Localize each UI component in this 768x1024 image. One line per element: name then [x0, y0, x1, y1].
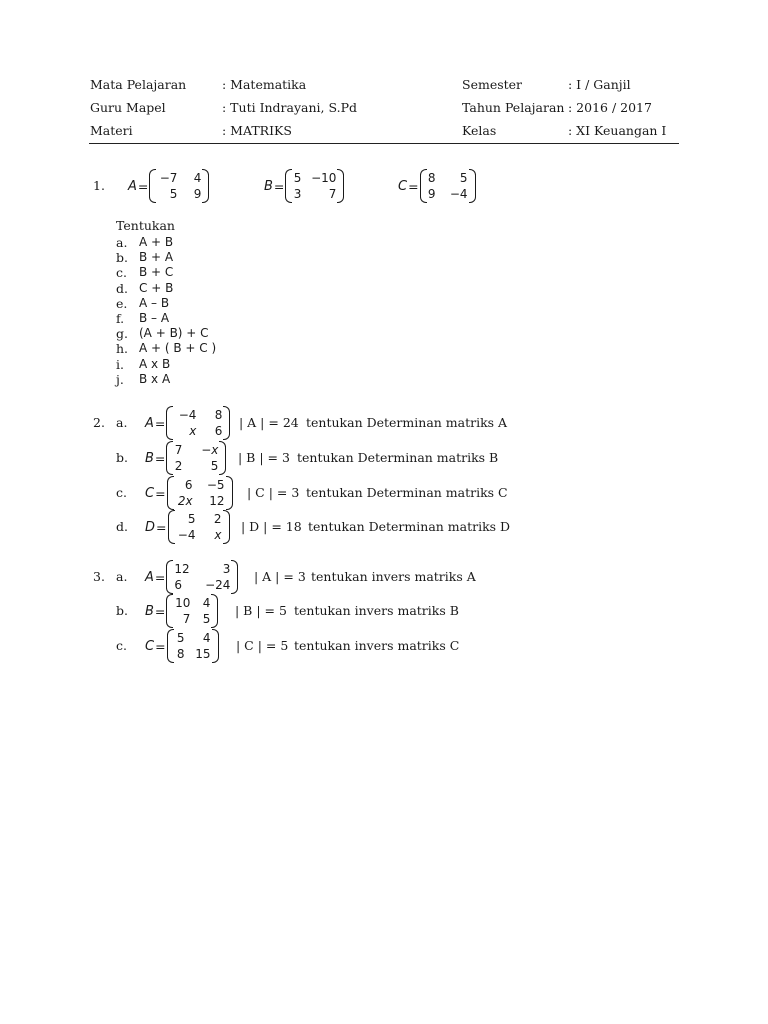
q3c-key: c.: [116, 638, 127, 653]
q2b-task: tentukan Determinan matriks B: [297, 450, 499, 465]
header-divider: [89, 143, 679, 144]
matrix-cell: 12: [174, 562, 190, 576]
item-text: A + B: [139, 235, 174, 249]
q3a-key: a.: [116, 569, 128, 584]
question-2-number: 2.: [93, 415, 105, 430]
matrix-cell: x: [214, 528, 222, 542]
matrix-cell: 8: [427, 171, 436, 185]
equals-sign: =: [273, 178, 285, 194]
equals-sign: =: [154, 450, 166, 466]
matrix-cell: 2x: [177, 494, 193, 508]
q3b-matrix: [145, 591, 218, 631]
matrix-cell: 12: [209, 494, 225, 508]
matrix-cell: −4: [178, 408, 197, 422]
matrix-cells: [428, 168, 468, 205]
q2d-task: tentukan Determinan matriks D: [308, 519, 511, 534]
matrix-cell: 8: [176, 647, 185, 661]
value-material: : MATRIKS: [222, 123, 292, 138]
matrix-cell: 8: [214, 408, 223, 422]
matrix-cells: [157, 168, 201, 205]
header-row-subject: [90, 77, 680, 95]
value-semester: : I / Ganjil: [568, 77, 631, 92]
item-text: A – B: [139, 295, 170, 310]
q2a-matrix: [145, 403, 230, 443]
matrix-cells: [293, 168, 336, 205]
matrix-cell: 2: [174, 459, 183, 473]
label-teacher: Guru Mapel: [90, 100, 166, 115]
equals-sign: =: [154, 569, 166, 585]
matrix-cell: 10: [175, 596, 191, 610]
matrix-name: A: [145, 569, 154, 585]
equals-sign: =: [408, 178, 419, 194]
q2a-determinant: | A | = 24: [239, 415, 299, 430]
q2a-task: tentukan Determinan matriks A: [306, 415, 508, 430]
q2b-matrix: [145, 438, 226, 478]
item-text: C + B: [139, 280, 174, 295]
q2d-matrix: [145, 507, 230, 547]
q3a-task: tentukan invers matriks A: [311, 569, 476, 584]
matrix-cell: 7: [174, 443, 183, 457]
item-key: i.: [116, 356, 124, 372]
item-text: A x B: [139, 356, 171, 371]
q2d-determinant: | D | = 18: [241, 519, 302, 534]
item-key: a.: [116, 235, 128, 250]
matrix-cell: 7: [328, 187, 337, 201]
matrix-cells: [176, 509, 222, 546]
q1-matrix-a: [128, 166, 209, 206]
matrix-cell: 15: [195, 647, 211, 661]
equals-sign: =: [155, 638, 166, 654]
matrix-cell: 6: [214, 424, 223, 438]
matrix-cell: 2: [213, 512, 222, 526]
value-year: : 2016 / 2017: [568, 100, 652, 115]
equals-sign: =: [155, 485, 166, 501]
item-text: A + ( B + C ): [139, 341, 217, 356]
matrix-brackets: [167, 628, 219, 664]
q2c-key: c.: [116, 485, 127, 500]
q2c-task: tentukan Determinan matriks C: [306, 485, 508, 500]
matrix-name: C: [398, 178, 408, 194]
matrix-cell: 7: [182, 612, 191, 626]
item-key: f.: [116, 310, 125, 326]
matrix-cell: 5: [202, 612, 211, 626]
matrix-brackets: [166, 440, 226, 476]
header-row-material: [90, 123, 680, 141]
label-semester: Semester: [462, 77, 523, 92]
question-3-number: 3.: [93, 569, 105, 584]
matrix-brackets: [149, 168, 209, 204]
matrix-cells: [174, 405, 222, 442]
question-1-number: 1.: [93, 178, 105, 193]
matrix-name: B: [145, 603, 154, 619]
item-text: B + C: [139, 265, 174, 280]
label-year: Tahun Pelajaran: [462, 100, 565, 115]
item-text: B x A: [139, 371, 171, 386]
matrix-cell: 3: [293, 187, 302, 201]
matrix-cell: 4: [193, 171, 202, 185]
matrix-cell: 5: [169, 187, 178, 201]
matrix-cell: −5: [206, 478, 225, 492]
equals-sign: =: [154, 603, 166, 619]
matrix-cell: 6: [174, 578, 183, 592]
q1-instruction: Tentukan: [116, 218, 175, 233]
item-text: B + A: [139, 250, 174, 265]
matrix-cell: 5: [176, 631, 185, 645]
matrix-cell: 5: [210, 459, 219, 473]
matrix-cell: 4: [202, 596, 211, 610]
item-key: g.: [116, 326, 128, 342]
matrix-name: B: [145, 450, 154, 466]
matrix-cells: [174, 593, 210, 630]
q3c-determinant: | C | = 5: [236, 638, 289, 653]
matrix-cell: 9: [427, 187, 436, 201]
matrix-name: A: [145, 415, 154, 431]
matrix-cell: −7: [159, 171, 178, 185]
matrix-cell: −24: [205, 578, 231, 592]
matrix-name: C: [145, 485, 155, 501]
equals-sign: =: [156, 519, 167, 535]
matrix-cell: 5: [459, 171, 468, 185]
matrix-cell: 4: [202, 631, 211, 645]
q3c-task: tentukan invers matriks C: [294, 638, 460, 653]
matrix-name: D: [145, 519, 156, 535]
value-teacher: : Tuti Indrayani, S.Pd: [222, 100, 357, 115]
q2d-key: d.: [116, 519, 128, 534]
label-subject: Mata Pelajaran: [90, 77, 187, 92]
item-key: j.: [116, 371, 124, 387]
item-text: (A + B) + C: [139, 326, 209, 341]
equals-sign: =: [154, 415, 166, 431]
matrix-cell: 9: [193, 187, 202, 201]
matrix-cell: −x: [201, 443, 219, 457]
item-text: B – A: [139, 310, 170, 325]
matrix-cell: 6: [184, 478, 193, 492]
matrix-brackets: [167, 475, 233, 511]
q1-matrix-b: [264, 166, 344, 206]
q2a-key: a.: [116, 415, 128, 430]
matrix-brackets: [166, 405, 230, 441]
matrix-brackets: [166, 559, 238, 595]
item-key: b.: [116, 250, 128, 266]
matrix-cell: 5: [187, 512, 196, 526]
matrix-cell: 5: [293, 171, 302, 185]
q3b-task: tentukan invers matriks B: [294, 603, 459, 618]
item-key: c.: [116, 265, 127, 281]
item-key: e.: [116, 295, 128, 311]
q2c-determinant: | C | = 3: [247, 485, 300, 500]
q3c-matrix: [145, 626, 219, 666]
matrix-name: C: [145, 638, 155, 654]
matrix-brackets: [168, 509, 230, 545]
value-subject: : Matematika: [222, 77, 307, 92]
q3b-determinant: | B | = 5: [235, 603, 287, 618]
matrix-cell: x: [189, 424, 197, 438]
matrix-cell: −4: [449, 187, 468, 201]
q2b-key: b.: [116, 450, 128, 465]
matrix-cell: 3: [222, 562, 231, 576]
matrix-name: B: [264, 178, 273, 194]
matrix-cell: −4: [177, 528, 196, 542]
q1-matrix-c: [398, 166, 476, 206]
header-row-teacher: [90, 100, 680, 118]
equals-sign: =: [137, 178, 149, 194]
q3a-determinant: | A | = 3: [254, 569, 306, 584]
matrix-cell: −10: [311, 171, 337, 185]
label-class: Kelas: [462, 123, 497, 138]
matrix-brackets: [285, 168, 344, 204]
matrix-name: A: [128, 178, 137, 194]
matrix-cells: [175, 628, 211, 665]
label-material: Materi: [90, 123, 133, 138]
item-key: d.: [116, 280, 128, 296]
matrix-brackets: [420, 168, 476, 204]
value-class: : XI Keuangan I: [568, 123, 667, 138]
item-key: h.: [116, 341, 129, 357]
matrix-brackets: [166, 593, 218, 629]
matrix-cells: [174, 440, 218, 477]
q2b-determinant: | B | = 3: [238, 450, 290, 465]
q3b-key: b.: [116, 603, 128, 618]
